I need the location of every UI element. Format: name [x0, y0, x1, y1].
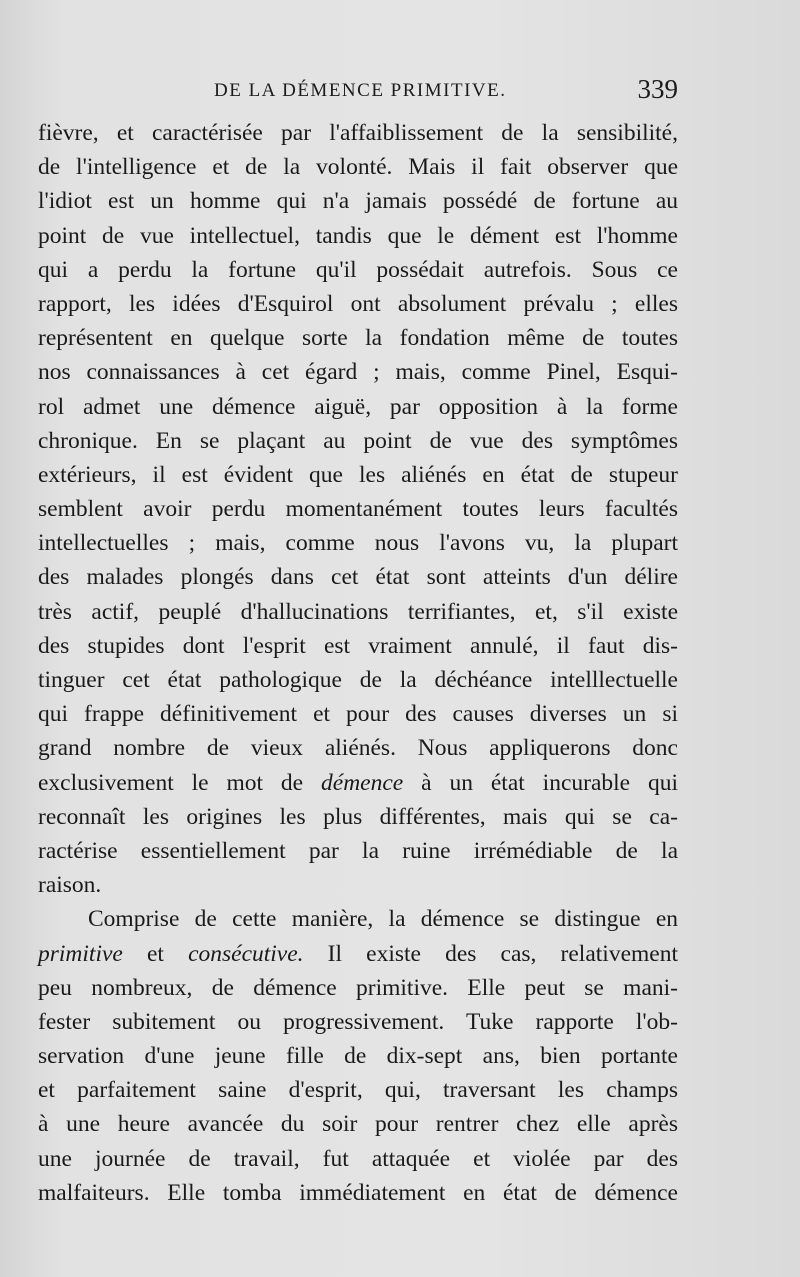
text-segment: à un état incurable qui [421, 769, 679, 796]
running-head: DE LA DÉMENCE PRIMITIVE. [214, 80, 507, 101]
text-segment: et [146, 940, 164, 967]
text-line: malfaiteurs. Elle tomba immédiatement en état de démence [38, 1179, 678, 1206]
body-text [38, 116, 678, 1210]
text-line [38, 937, 678, 971]
page-number: 339 [637, 74, 678, 104]
text-line: de l'intelligence et de la volonté. Mais il fait observer que [38, 154, 678, 181]
text-line: point de vue intellectuel, tandis que le dément est l'homme [38, 222, 678, 249]
text-line: tinguer cet état pathologique de la déchéance intelllectuelle [38, 667, 678, 693]
text-line: reconnaît les origines les plus différentes, mais qui se ca- [38, 803, 678, 830]
text-line: extérieurs, il est évident que les aliénés en état de stupeur [38, 461, 678, 488]
text-segment: Il existe des cas, relativement [327, 940, 678, 967]
text-line: Comprise de cette manière, la démence se distingue en [88, 906, 678, 933]
text-line: qui a perdu la fortune qu'il possédait autrefois. Sous ce [38, 256, 678, 283]
italic-term: démence [321, 769, 404, 796]
text-line: des malades plongés dans cet état sont atteints d'un délire [38, 564, 678, 591]
text-line: peu nombreux, de démence primitive. Elle peut se mani- [38, 974, 678, 1001]
text-line: fièvre, et caractérisée par l'affaiblissement de la sensibilité, [38, 120, 678, 146]
text-line: nos connaissances à cet égard ; mais, comme Pinel, Esqui- [38, 359, 678, 386]
text-line: et parfaitement saine d'esprit, qui, traversant les champs [38, 1077, 678, 1104]
text-line: à une heure avancée du soir pour rentrer chez elle après [38, 1111, 678, 1138]
text-line: très actif, peuplé d'hallucinations terrifiantes, et, s'il existe [38, 598, 678, 625]
text-line: ractérise essentiellement par la ruine irrémédiable de la [38, 837, 678, 864]
text-line: qui frappe définitivement et pour des causes diverses un si [38, 701, 678, 728]
text-line: servation d'une jeune fille de dix-sept ans, bien portante [38, 1043, 678, 1070]
text-line: représentent en quelque sorte la fondation même de toutes [38, 325, 678, 352]
text-line: chronique. En se plaçant au point de vue des symptômes [38, 427, 678, 454]
text-line: raison. [38, 872, 102, 899]
text-line: une journée de travail, fut attaquée et violée par des [38, 1145, 678, 1172]
text-line: intellectuelles ; mais, comme nous l'avons vu, la plupart [38, 530, 678, 557]
text-line: des stupides dont l'esprit est vraiment annulé, il faut dis- [38, 632, 678, 659]
text-line: rapport, les idées d'Esquirol ont absolument prévalu ; elles [38, 290, 678, 317]
text-line: semblent avoir perdu momentanément toutes leurs facultés [38, 496, 678, 523]
text-line: fester subitement ou progressivement. Tuke rapporte l'ob- [38, 1008, 678, 1035]
text-line: rol admet une démence aiguë, par opposition à la forme [38, 393, 678, 420]
text-line [38, 766, 678, 800]
text-line: grand nombre de vieux aliénés. Nous appliquerons donc [38, 735, 678, 762]
page-header [38, 74, 678, 114]
italic-term: primitive [38, 940, 123, 967]
italic-term: consécutive. [188, 940, 304, 967]
text-line: l'idiot est un homme qui n'a jamais possédé de fortune au [38, 188, 678, 215]
text-segment: exclusivement le mot de [38, 769, 304, 796]
